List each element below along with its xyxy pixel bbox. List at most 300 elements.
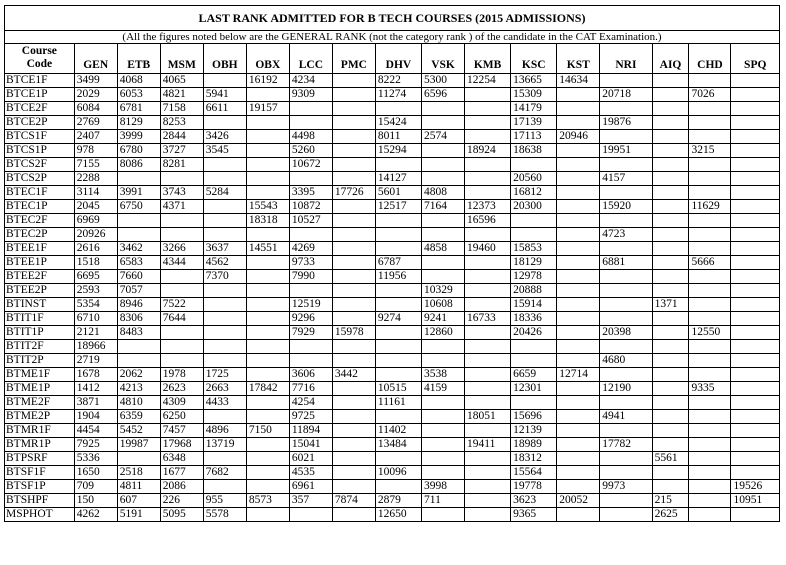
rank-cell	[246, 158, 289, 172]
rank-cell	[511, 214, 557, 228]
rank-cell: 5666	[689, 256, 731, 270]
rank-cell	[203, 172, 246, 186]
rank-cell: 2616	[74, 242, 117, 256]
rank-cell: 4858	[422, 242, 465, 256]
rank-cell	[652, 284, 689, 298]
rank-cell	[246, 452, 289, 466]
table-row	[5, 452, 780, 466]
rank-cell: 4262	[74, 508, 117, 522]
rank-cell: 3991	[117, 186, 160, 200]
rank-cell: 2029	[74, 88, 117, 102]
rank-cell: 18638	[511, 144, 557, 158]
column-header-gen: GEN	[74, 44, 117, 74]
rank-cell	[375, 410, 421, 424]
rank-cell	[465, 466, 511, 480]
rank-cell	[332, 424, 375, 438]
rank-cell	[600, 494, 652, 508]
rank-cell: 7682	[203, 466, 246, 480]
rank-cell	[557, 270, 600, 284]
rank-cell	[731, 438, 780, 452]
rank-cell	[117, 354, 160, 368]
column-header-course-code	[5, 44, 75, 74]
rank-cell	[689, 214, 731, 228]
rank-cell: 4723	[600, 228, 652, 242]
rank-cell	[652, 186, 689, 200]
rank-cell: 15424	[375, 116, 421, 130]
rank-cell	[652, 88, 689, 102]
column-header-kst: KST	[557, 44, 600, 74]
rank-cell: 5578	[203, 508, 246, 522]
rank-cell: 15696	[511, 410, 557, 424]
rank-cell	[332, 438, 375, 452]
rank-cell	[600, 312, 652, 326]
rank-cell: 12860	[422, 326, 465, 340]
rank-cell	[600, 368, 652, 382]
rank-cell: 8011	[375, 130, 421, 144]
course-code-cell: BTIT1P	[5, 326, 75, 340]
rank-cell: 14127	[375, 172, 421, 186]
rank-cell	[465, 494, 511, 508]
rank-cell	[652, 158, 689, 172]
rank-cell	[600, 102, 652, 116]
rank-cell	[422, 452, 465, 466]
rank-cell: 4068	[117, 74, 160, 88]
table-row	[5, 340, 780, 354]
course-header-line2: Code	[26, 58, 53, 70]
rank-cell: 19876	[600, 116, 652, 130]
rank-cell: 20888	[511, 284, 557, 298]
table-row	[5, 158, 780, 172]
rank-cell: 12190	[600, 382, 652, 396]
rank-cell	[160, 284, 203, 298]
rank-cell: 12517	[375, 200, 421, 214]
rank-cell	[246, 88, 289, 102]
rank-cell: 15914	[511, 298, 557, 312]
rank-cell: 2121	[74, 326, 117, 340]
rank-cell	[465, 130, 511, 144]
rank-cell: 8573	[246, 494, 289, 508]
rank-cell	[465, 88, 511, 102]
rank-cell	[289, 354, 332, 368]
rank-cell	[422, 424, 465, 438]
rank-cell: 3462	[117, 242, 160, 256]
rank-cell	[203, 452, 246, 466]
rank-cell	[160, 326, 203, 340]
rank-cell: 4213	[117, 382, 160, 396]
rank-cell	[422, 508, 465, 522]
rank-cell: 4810	[117, 396, 160, 410]
rank-cell: 12301	[511, 382, 557, 396]
rank-cell	[203, 200, 246, 214]
rank-cell: 7164	[422, 200, 465, 214]
rank-cell: 4498	[289, 130, 332, 144]
rank-cell	[465, 508, 511, 522]
table-row	[5, 256, 780, 270]
rank-cell	[600, 424, 652, 438]
rank-cell	[246, 466, 289, 480]
rank-cell: 2062	[117, 368, 160, 382]
rank-cell	[375, 298, 421, 312]
rank-cell: 6583	[117, 256, 160, 270]
rank-cell	[246, 368, 289, 382]
rank-cell: 4941	[600, 410, 652, 424]
rank-cell: 19526	[731, 480, 780, 494]
rank-cell	[731, 228, 780, 242]
table-row	[5, 228, 780, 242]
table-row	[5, 466, 780, 480]
rank-cell: 20560	[511, 172, 557, 186]
rank-table-body	[5, 74, 780, 522]
rank-cell	[652, 466, 689, 480]
rank-cell	[689, 438, 731, 452]
rank-cell: 1725	[203, 368, 246, 382]
rank-cell	[422, 340, 465, 354]
course-code-cell: BTSHPF	[5, 494, 75, 508]
rank-cell: 15564	[511, 466, 557, 480]
rank-cell: 6348	[160, 452, 203, 466]
rank-cell	[689, 480, 731, 494]
rank-cell: 17113	[511, 130, 557, 144]
rank-cell: 5095	[160, 508, 203, 522]
rank-cell: 5191	[117, 508, 160, 522]
rank-cell	[731, 368, 780, 382]
column-header-msm: MSM	[160, 44, 203, 74]
rank-cell	[689, 410, 731, 424]
rank-cell: 709	[74, 480, 117, 494]
rank-cell	[652, 326, 689, 340]
rank-cell	[465, 284, 511, 298]
rank-cell: 3999	[117, 130, 160, 144]
table-row	[5, 102, 780, 116]
rank-cell	[689, 74, 731, 88]
rank-cell	[332, 172, 375, 186]
course-code-cell: BTEE2P	[5, 284, 75, 298]
rank-table	[4, 5, 780, 522]
rank-cell	[600, 508, 652, 522]
rank-cell	[557, 466, 600, 480]
table-row	[5, 200, 780, 214]
rank-cell	[375, 214, 421, 228]
rank-cell	[689, 424, 731, 438]
rank-cell	[557, 480, 600, 494]
rank-cell	[557, 242, 600, 256]
rank-cell	[289, 284, 332, 298]
rank-cell: 8483	[117, 326, 160, 340]
rank-cell: 4371	[160, 200, 203, 214]
rank-cell	[689, 312, 731, 326]
rank-cell: 5561	[652, 452, 689, 466]
rank-cell	[332, 228, 375, 242]
rank-cell: 7522	[160, 298, 203, 312]
rank-cell: 12373	[465, 200, 511, 214]
rank-cell	[731, 326, 780, 340]
rank-cell	[600, 242, 652, 256]
rank-cell	[557, 382, 600, 396]
rank-cell	[689, 508, 731, 522]
rank-cell	[465, 158, 511, 172]
rank-cell	[689, 494, 731, 508]
table-row	[5, 312, 780, 326]
rank-cell: 357	[289, 494, 332, 508]
rank-cell	[731, 214, 780, 228]
rank-cell	[600, 466, 652, 480]
course-code-cell: BTIT2P	[5, 354, 75, 368]
rank-cell: 3637	[203, 242, 246, 256]
rank-cell	[289, 102, 332, 116]
column-header-pmc: PMC	[332, 44, 375, 74]
rank-cell	[689, 298, 731, 312]
rank-cell: 20718	[600, 88, 652, 102]
rank-cell	[557, 102, 600, 116]
rank-cell: 7874	[332, 494, 375, 508]
rank-cell: 4562	[203, 256, 246, 270]
rank-cell	[689, 186, 731, 200]
rank-cell	[246, 228, 289, 242]
rank-cell: 6961	[289, 480, 332, 494]
rank-cell	[422, 354, 465, 368]
rank-cell: 2623	[160, 382, 203, 396]
rank-cell: 3538	[422, 368, 465, 382]
rank-cell	[511, 158, 557, 172]
rank-cell: 19411	[465, 438, 511, 452]
rank-cell	[557, 88, 600, 102]
rank-cell	[557, 214, 600, 228]
rank-cell: 2625	[652, 508, 689, 522]
rank-cell: 15543	[246, 200, 289, 214]
rank-cell	[689, 396, 731, 410]
rank-cell: 18051	[465, 410, 511, 424]
rank-cell	[652, 368, 689, 382]
rank-cell: 11956	[375, 270, 421, 284]
rank-cell	[465, 172, 511, 186]
rank-cell	[731, 340, 780, 354]
column-header-dhv: DHV	[375, 44, 421, 74]
rank-cell	[332, 158, 375, 172]
rank-cell	[652, 144, 689, 158]
rank-cell	[375, 452, 421, 466]
rank-cell: 6659	[511, 368, 557, 382]
rank-cell	[652, 130, 689, 144]
rank-cell: 1677	[160, 466, 203, 480]
rank-cell	[203, 312, 246, 326]
rank-cell: 9309	[289, 88, 332, 102]
rank-cell	[731, 186, 780, 200]
rank-cell	[375, 326, 421, 340]
rank-cell	[652, 102, 689, 116]
rank-cell	[246, 298, 289, 312]
rank-cell: 8129	[117, 116, 160, 130]
rank-cell: 3395	[289, 186, 332, 200]
rank-cell: 8946	[117, 298, 160, 312]
course-code-cell: BTME2P	[5, 410, 75, 424]
rank-cell	[246, 354, 289, 368]
table-row	[5, 438, 780, 452]
course-code-cell: BTEC2F	[5, 214, 75, 228]
rank-cell	[689, 130, 731, 144]
rank-cell	[557, 116, 600, 130]
rank-cell: 6787	[375, 256, 421, 270]
rank-cell	[731, 116, 780, 130]
rank-cell: 5300	[422, 74, 465, 88]
rank-cell	[689, 354, 731, 368]
rank-cell: 7026	[689, 88, 731, 102]
rank-cell	[246, 256, 289, 270]
rank-cell: 2086	[160, 480, 203, 494]
rank-cell: 4896	[203, 424, 246, 438]
rank-cell: 3727	[160, 144, 203, 158]
rank-cell: 16733	[465, 312, 511, 326]
rank-cell: 5260	[289, 144, 332, 158]
rank-cell: 20300	[511, 200, 557, 214]
rank-cell: 12714	[557, 368, 600, 382]
rank-cell	[557, 256, 600, 270]
rank-cell: 18312	[511, 452, 557, 466]
rank-cell: 4254	[289, 396, 332, 410]
rank-cell: 9296	[289, 312, 332, 326]
course-code-cell: BTCS2F	[5, 158, 75, 172]
rank-cell: 13719	[203, 438, 246, 452]
rank-cell: 1904	[74, 410, 117, 424]
rank-cell: 7660	[117, 270, 160, 284]
rank-cell	[246, 326, 289, 340]
rank-cell	[731, 382, 780, 396]
rank-cell: 6781	[117, 102, 160, 116]
rank-cell	[557, 312, 600, 326]
rank-cell	[160, 270, 203, 284]
rank-cell: 2288	[74, 172, 117, 186]
rank-cell	[203, 354, 246, 368]
rank-cell: 9335	[689, 382, 731, 396]
rank-cell	[652, 74, 689, 88]
rank-cell	[652, 200, 689, 214]
rank-cell: 20926	[74, 228, 117, 242]
rank-cell	[117, 214, 160, 228]
rank-cell	[689, 284, 731, 298]
rank-cell: 9274	[375, 312, 421, 326]
rank-cell	[332, 214, 375, 228]
rank-cell	[689, 228, 731, 242]
rank-cell: 8306	[117, 312, 160, 326]
rank-cell	[465, 368, 511, 382]
rank-cell: 9241	[422, 312, 465, 326]
rank-cell: 6780	[117, 144, 160, 158]
rank-cell	[652, 172, 689, 186]
rank-cell: 6053	[117, 88, 160, 102]
rank-cell	[375, 368, 421, 382]
rank-cell	[375, 354, 421, 368]
rank-cell: 12650	[375, 508, 421, 522]
rank-cell	[332, 242, 375, 256]
rank-cell	[600, 452, 652, 466]
table-row	[5, 354, 780, 368]
course-code-cell: BTSF1P	[5, 480, 75, 494]
rank-cell	[289, 116, 332, 130]
rank-cell: 4433	[203, 396, 246, 410]
rank-cell	[160, 228, 203, 242]
rank-cell	[422, 228, 465, 242]
rank-cell: 7925	[74, 438, 117, 452]
rank-cell: 15041	[289, 438, 332, 452]
rank-cell: 8086	[117, 158, 160, 172]
column-header-obx: OBX	[246, 44, 289, 74]
rank-cell	[246, 144, 289, 158]
rank-cell: 6359	[117, 410, 160, 424]
rank-cell	[557, 452, 600, 466]
course-code-cell: BTEC2P	[5, 228, 75, 242]
rank-cell: 8222	[375, 74, 421, 88]
rank-cell	[465, 424, 511, 438]
rank-cell	[557, 396, 600, 410]
rank-cell	[689, 172, 731, 186]
column-header-row	[5, 44, 780, 74]
column-header-ksc: KSC	[511, 44, 557, 74]
rank-cell	[557, 438, 600, 452]
rank-cell: 10951	[731, 494, 780, 508]
rank-cell: 20398	[600, 326, 652, 340]
course-code-cell: BTEE2F	[5, 270, 75, 284]
rank-cell	[422, 116, 465, 130]
rank-cell: 2769	[74, 116, 117, 130]
rank-cell	[731, 312, 780, 326]
rank-cell	[422, 410, 465, 424]
rank-cell	[731, 144, 780, 158]
table-row	[5, 382, 780, 396]
rank-cell: 18924	[465, 144, 511, 158]
rank-cell	[289, 228, 332, 242]
table-row	[5, 508, 780, 522]
rank-cell	[332, 284, 375, 298]
rank-cell: 5601	[375, 186, 421, 200]
rank-cell: 7990	[289, 270, 332, 284]
course-code-cell: BTIT1F	[5, 312, 75, 326]
rank-cell	[689, 242, 731, 256]
rank-cell	[246, 480, 289, 494]
rank-cell: 3743	[160, 186, 203, 200]
rank-cell: 3215	[689, 144, 731, 158]
rank-cell: 16596	[465, 214, 511, 228]
rank-cell	[332, 452, 375, 466]
table-row	[5, 172, 780, 186]
rank-cell: 4344	[160, 256, 203, 270]
rank-cell	[422, 214, 465, 228]
rank-cell	[557, 228, 600, 242]
rank-cell: 11894	[289, 424, 332, 438]
rank-cell	[375, 228, 421, 242]
table-row	[5, 298, 780, 312]
rank-cell: 4811	[117, 480, 160, 494]
rank-cell: 4234	[289, 74, 332, 88]
table-row	[5, 368, 780, 382]
course-code-cell: BTCE2P	[5, 116, 75, 130]
rank-cell: 18336	[511, 312, 557, 326]
rank-cell	[332, 312, 375, 326]
rank-cell	[557, 200, 600, 214]
rank-cell	[465, 326, 511, 340]
rank-cell: 10672	[289, 158, 332, 172]
rank-cell	[422, 270, 465, 284]
rank-cell	[689, 452, 731, 466]
rank-cell	[689, 466, 731, 480]
rank-cell: 2407	[74, 130, 117, 144]
rank-cell	[557, 326, 600, 340]
rank-cell	[332, 102, 375, 116]
rank-cell: 16812	[511, 186, 557, 200]
course-code-cell: BTPSRF	[5, 452, 75, 466]
rank-table-container	[4, 5, 780, 522]
table-row	[5, 88, 780, 102]
rank-cell: 978	[74, 144, 117, 158]
rank-cell	[600, 298, 652, 312]
